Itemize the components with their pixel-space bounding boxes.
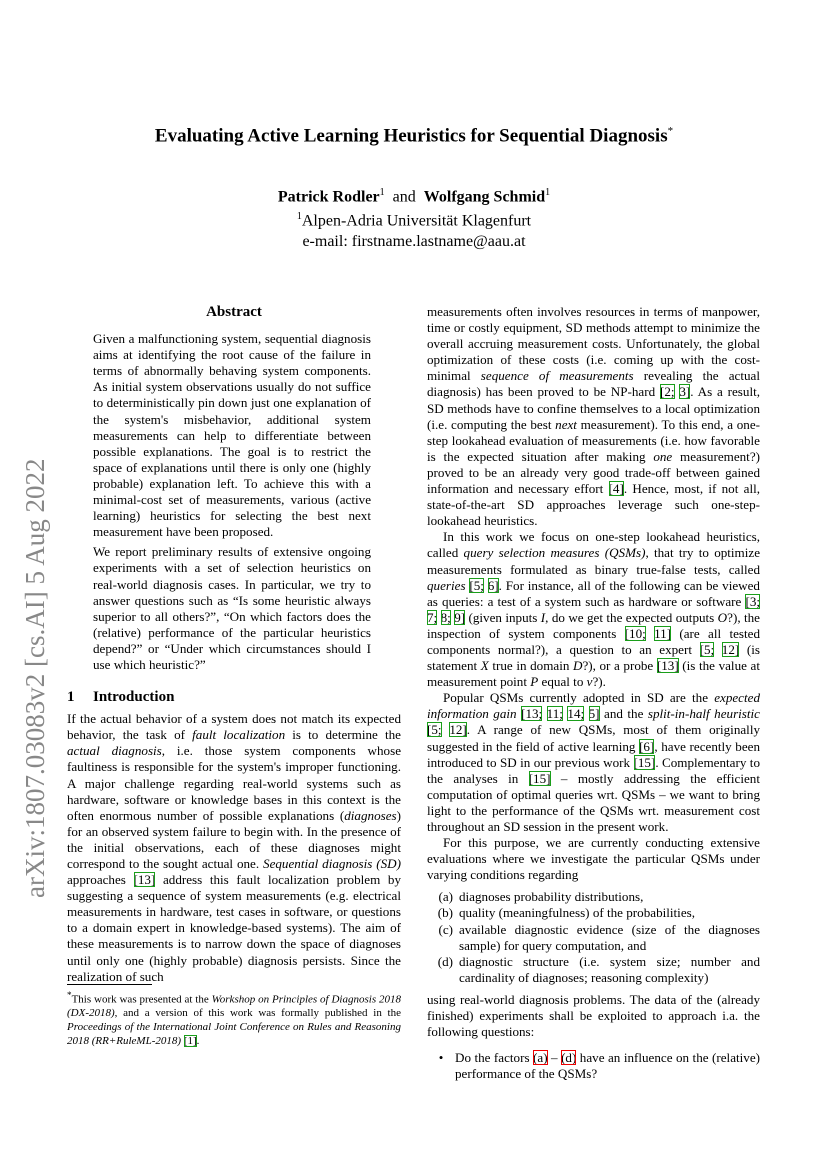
text-run: ?), the inspection of system components <box>427 609 760 641</box>
footnote <box>67 989 401 1049</box>
text-run: , that try to optimize measurements formulated as binary true-false tests, called <box>427 545 761 577</box>
bullet-icon: • <box>438 1050 444 1066</box>
right-paragraph-5: using real-world diagnosis problems. The data of the (already finished) experiments shall be exploited to approach i.a. the following questions: <box>427 991 760 1040</box>
text-run: . <box>196 1035 200 1048</box>
list-item <box>427 905 760 921</box>
emphasis: diagnoses <box>344 807 397 823</box>
emphasis: queries <box>427 577 466 593</box>
footnote-mark: * <box>67 990 72 1000</box>
emphasis: Proceedings of the International Joint Conference on Rules and Reasoning 2018 (RR+RuleML-2018) <box>67 1021 401 1048</box>
text-run: is to determine the <box>285 727 401 743</box>
emphasis: query selection measures (QSMs) <box>463 545 646 561</box>
author-block <box>0 183 828 252</box>
math-var: O <box>717 609 728 625</box>
emphasis: expected information gain <box>427 690 760 722</box>
citation-link[interactable]: [5; <box>427 722 442 738</box>
text-run: address this fault localization problem by suggesting a sequence of system measurements (e.g. electrical measurements in hardware, test cases in software, or questions to a domain expert in knowledge-based systems). The aim of these measurements is to narrow down the space of diagnoses until only one (highly probable) diagnosis persists. Since the realization of such <box>67 872 401 984</box>
citation-link[interactable]: [1] <box>183 1035 197 1048</box>
affiliation-text: Alpen-Adria Universität Klagenfurt <box>301 212 532 230</box>
right-paragraph-4: For this purpose, we are currently conducting extensive evaluations where we investigate the particular QSMs under varying conditions regarding <box>427 835 760 883</box>
bullet-text <box>455 1050 760 1082</box>
text-run: . A range of new QSMs, most of them originally suggested in the field of active learning <box>427 722 760 754</box>
text-run: (given inputs <box>465 609 541 625</box>
section-number: 1 <box>67 689 75 706</box>
arxiv-id-text: arXiv:1807.03083v2 [cs.AI] 5 Aug 2022 <box>20 458 50 898</box>
text-run: , i.e. those system components whose faultiness is responsible for the system's improper functioning. A major challenge regarding real-world systems such as hardware, software or knowledge bases in this context is the often enormous number of possible explanations ( <box>67 743 402 823</box>
citation-link[interactable]: 8; <box>440 609 451 625</box>
affiliation <box>0 207 828 231</box>
text-run: Do the factors <box>455 1050 534 1066</box>
citation-link[interactable]: [15] <box>633 754 656 770</box>
text-run: . For instance, all of the following can be viewed as queries: a test of a system such as hardware or software <box>427 577 760 609</box>
emphasis: sequence of measurements <box>480 368 634 384</box>
text-run: . Complementary to the analyses in <box>427 754 760 786</box>
text-run: ?). <box>592 674 606 690</box>
emphasis: split-in-half heuristic <box>647 706 760 722</box>
arxiv-identifier <box>10 374 54 900</box>
emphasis: one <box>653 448 673 464</box>
citation-link[interactable]: [4] <box>608 481 624 497</box>
right-paragraph-2 <box>427 529 760 690</box>
emphasis: next <box>555 416 577 432</box>
math-var: P <box>530 674 539 690</box>
citation-link[interactable]: 11] <box>654 625 672 641</box>
citation-link[interactable]: [6] <box>639 738 655 754</box>
list-label: (c) <box>438 921 453 937</box>
affiliation-sup: 1 <box>296 211 302 223</box>
text-run: , do we get the expected outputs <box>545 609 718 625</box>
list-text: available diagnostic evidence (size of the diagnoses sample) for query computation, and <box>459 921 760 953</box>
text-run: – <box>547 1050 562 1066</box>
text-run: In this work we focus on one-step lookahead heuristics, called <box>427 529 760 561</box>
list-text: diagnoses probability distributions, <box>459 889 644 905</box>
list-ref-link[interactable]: (d) <box>561 1050 577 1066</box>
citation-link[interactable]: [13; <box>521 706 543 722</box>
author-1-sup: 1 <box>379 187 385 198</box>
list-ref-link[interactable]: (a) <box>533 1050 548 1066</box>
intro-paragraph <box>67 711 401 985</box>
author-names <box>0 183 828 207</box>
text-run: If the actual behavior of a system does not match its expected behavior, the task of <box>67 711 401 743</box>
email: e-mail: firstname.lastname@aau.at <box>302 232 526 250</box>
author-1: Patrick Rodler <box>277 188 380 206</box>
list-item <box>427 954 760 986</box>
list-label: (a) <box>438 889 453 905</box>
citation-link[interactable]: 12] <box>721 641 740 657</box>
abstract-paragraph-1: Given a malfunctioning system, sequential diagnosis aims at identifying the root cause of the failure in terms of abnormally behaving system components. As initial system observations usually do not suffice to deterministically pin down just one explanation of the system's misbehavior, additional system measurements can help to differentiate between possible explanations. The goal is to restrict the space of explanations until there is only one (highly probable) explanation left. To achieve this with a minimal-cost set of measurements, various (active learning) heuristics for selecting the best next measurement have been proposed. <box>93 331 371 540</box>
section-heading-introduction <box>67 689 401 705</box>
text-run: . Hence, most, if not all, state-of-the-art SD approaches leverage such one-step-lookahead heuristics. <box>427 481 760 529</box>
citation-link[interactable]: [3; <box>745 593 760 609</box>
emphasis: actual diagnosis <box>67 743 162 759</box>
text-run: , have recently been introduced to SD in our previous work <box>427 738 761 770</box>
citation-link[interactable]: [5; <box>469 577 484 593</box>
citation-link[interactable]: 7; <box>427 609 438 625</box>
list-text: diagnostic structure (i.e. system size; number and cardinality of diagnoses; reasoning complexity) <box>459 953 760 985</box>
text-run: ?), or a probe <box>582 658 657 674</box>
text-run: , and a version of this work was formally published in the <box>114 1007 401 1020</box>
citation-link[interactable]: 9] <box>454 609 466 625</box>
list-label: (d) <box>437 953 453 969</box>
text-run: measurements often involves resources in terms of manpower, time or costly equipment, SD methods attempt to minimize the overall accruing measurement costs. Unfortunately, the global optimization of these costs (i.e. coming up with the cost-minimal <box>427 304 760 384</box>
citation-link[interactable]: 6] <box>487 577 499 593</box>
list-item <box>427 889 760 905</box>
math-var: v <box>586 674 593 690</box>
citation-link[interactable]: 12] <box>449 722 467 738</box>
citation-link[interactable]: 3] <box>679 384 691 400</box>
text-run: – mostly addressing the efficient computation of optimal queries wrt. QSMs – we want to bring light to the performance of the QSMs wrt. measurement cost throughout an SD session in the present work. <box>427 770 760 834</box>
text-run: ) for an observed system failure to begin with. In the presence of the initial observations, each of these diagnoses might correspond to the sought actual one. <box>67 807 401 871</box>
citation-link[interactable]: 11; <box>546 706 563 722</box>
abstract-body <box>67 331 401 673</box>
paper-title <box>0 125 828 147</box>
text-run: (is statement <box>427 641 760 674</box>
right-paragraph-1 <box>427 304 760 529</box>
arxiv-stamp <box>10 374 54 900</box>
text-run: true in domain <box>488 658 573 674</box>
list-text: quality (meaningfulness) of the probabilities, <box>459 905 695 921</box>
author-2-sup: 1 <box>545 187 551 198</box>
author-and: and <box>392 188 416 206</box>
math-var: X <box>480 658 489 674</box>
text-run: (are all tested components normal?), a question to an expert <box>427 625 760 657</box>
title-text: Evaluating Active Learning Heuristics for Sequential Diagnosis <box>154 125 668 147</box>
footnote-rule <box>67 984 152 985</box>
citation-link[interactable]: [10; <box>624 625 646 641</box>
list-label: (b) <box>437 905 453 921</box>
abstract-paragraph-2: We report preliminary results of extensive ongoing experiments with a set of selection heuristics on real-world diagnosis cases. In particular, we try to answer questions such as “Is some heuristic always superior to all others?”, “On which factors does the (relative) performance of the particular heuristics depend?” or “Under which circumstances should I use which heuristic?” <box>93 544 371 672</box>
text-run: have an influence on the (relative) performance of the QSMs? <box>455 1050 760 1082</box>
emphasis: Workshop on Principles of Diagnosis 2018 (DX-2018) <box>67 993 401 1020</box>
section-title: Introduction <box>93 689 175 706</box>
text-run: measurement?) proved to be an already very good trade-off between gained information and necessary effort <box>427 448 760 497</box>
math-var: I <box>540 609 546 625</box>
citation-link[interactable]: [5; <box>699 641 715 657</box>
text-run: Popular QSMs currently adopted in SD are the <box>443 690 715 706</box>
citation-link[interactable]: [13] <box>656 658 679 674</box>
question-bullet <box>427 1050 760 1082</box>
math-var: D <box>573 658 583 674</box>
citation-link[interactable]: [13] <box>133 872 156 888</box>
text-run: approaches <box>67 872 134 888</box>
text-run: This work was presented at the <box>71 993 212 1006</box>
emphasis: Sequential diagnosis (SD) <box>263 856 401 871</box>
abstract-heading: Abstract <box>206 304 262 320</box>
text-run: (is the value at measurement point <box>427 658 760 690</box>
author-2: Wolfgang Schmid <box>423 188 546 206</box>
emphasis: fault localization <box>192 727 286 743</box>
citation-link[interactable]: [15] <box>528 770 551 786</box>
right-paragraph-3 <box>427 690 760 835</box>
condition-list <box>427 889 760 986</box>
text-run: and the <box>599 706 648 722</box>
text-run: revealing the actual diagnosis) has been proved to be NP-hard <box>427 368 760 400</box>
citation-link[interactable]: [2; <box>659 384 675 400</box>
list-item <box>427 922 760 954</box>
text-run: measurement). To this end, a one-step lookahead evaluation of measurements (i.e. how favorable is the expected situation after making <box>427 416 760 464</box>
text-run: . As a result, SD methods have to confine themselves to a local optimization (i.e. computing the best <box>427 384 760 432</box>
text-run: equal to <box>538 674 587 690</box>
left-column <box>67 304 401 985</box>
citation-link[interactable]: 5] <box>588 706 600 722</box>
right-column <box>427 304 760 1082</box>
citation-link[interactable]: 14; <box>567 706 585 722</box>
title-footnote-mark: * <box>667 125 674 137</box>
